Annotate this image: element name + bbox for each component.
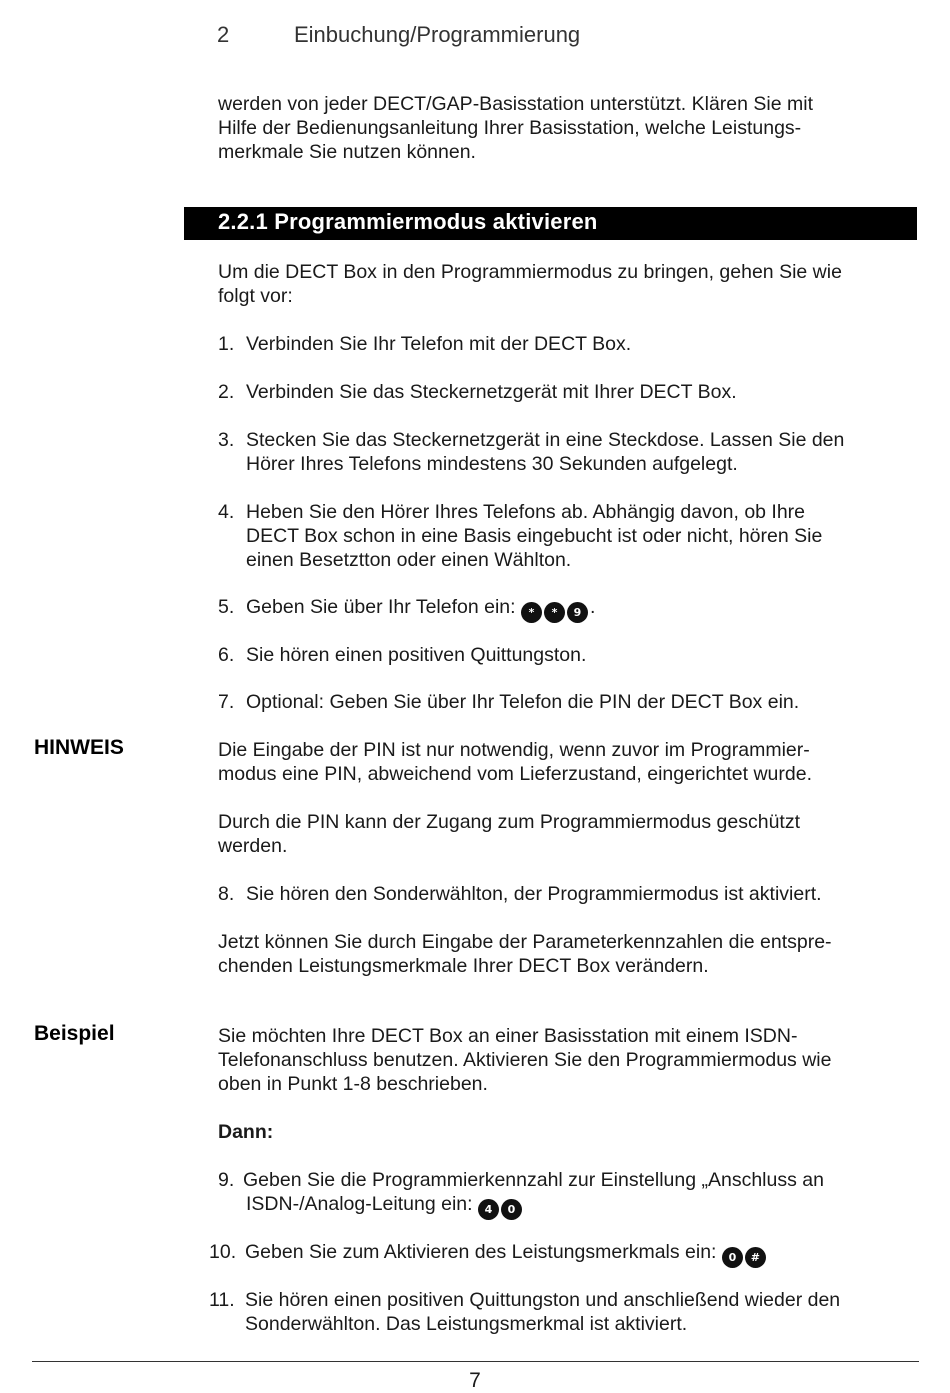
hinweis-label: HINWEIS xyxy=(34,736,124,759)
zero-key-icon: 0 xyxy=(722,1247,743,1268)
step-number: 5. xyxy=(218,596,235,618)
step-text: Geben Sie die Programmierkennzahl zur Einstellung „Anschluss an xyxy=(243,1169,824,1191)
beispiel-line: Telefonanschluss benutzen. Aktivieren Sie den Programmiermodus wie xyxy=(218,1049,832,1071)
dann-label: Dann: xyxy=(218,1121,274,1143)
beispiel-label: Beispiel xyxy=(34,1022,115,1045)
step-number: 1. xyxy=(218,333,235,355)
beispiel-paragraph xyxy=(218,1024,832,1096)
page-number: 7 xyxy=(469,1369,481,1392)
step-line: Sie hören einen positiven Quittungston und anschließend wieder den xyxy=(245,1289,841,1311)
after-line: Jetzt können Sie durch Eingabe der Parameterkennzahlen die entspre- xyxy=(218,931,832,953)
step-text xyxy=(246,428,844,476)
intro-line: werden von jeder DECT/GAP-Basisstation unterstützt. Klären Sie mit xyxy=(218,93,813,115)
hash-key-icon: # xyxy=(745,1247,766,1268)
after-paragraph xyxy=(218,930,832,978)
zero-key-icon: 0 xyxy=(501,1199,522,1220)
step-text xyxy=(245,1240,768,1268)
step-line: Sonderwählton. Das Leistungsmerkmal ist aktiviert. xyxy=(245,1313,688,1335)
nine-key-icon: 9 xyxy=(567,602,588,623)
step-text xyxy=(246,595,595,623)
section-title: 2.2.1 Programmiermodus aktivieren xyxy=(218,209,598,234)
step-text-part: ISDN-/Analog-Leitung ein: xyxy=(246,1193,473,1215)
step-number: 3. xyxy=(218,429,235,451)
step-text: Optional: Geben Sie über Ihr Telefon die PIN der DECT Box ein. xyxy=(246,691,800,713)
footer-rule xyxy=(32,1361,919,1362)
intro-line: Hilfe der Bedienungsanleitung Ihrer Basisstation, welche Leistungs- xyxy=(218,117,802,139)
step-number: 10. xyxy=(209,1241,237,1263)
chapter-number: 2 xyxy=(217,22,230,47)
step-text xyxy=(246,500,822,572)
step-line: Stecken Sie das Steckernetzgerät in eine Steckdose. Lassen Sie den xyxy=(246,429,845,451)
step-text: Sie hören den Sonderwählton, der Programmiermodus ist aktiviert. xyxy=(246,883,822,905)
step-text: Verbinden Sie Ihr Telefon mit der DECT Box. xyxy=(246,333,632,355)
four-key-icon: 4 xyxy=(478,1199,499,1220)
star-key-icon: * xyxy=(544,602,565,623)
step-line: Hörer Ihres Telefons mindestens 30 Sekunden aufgelegt. xyxy=(246,453,738,475)
hinweis-paragraph xyxy=(218,738,812,786)
hinweis-line: Die Eingabe der PIN ist nur notwendig, wenn zuvor im Programmier- xyxy=(218,739,810,761)
star-key-icon: * xyxy=(521,602,542,623)
step-number: 2. xyxy=(218,381,235,403)
step-text-part: Geben Sie zum Aktivieren des Leistungsmerkmals ein: xyxy=(245,1241,717,1263)
step-number: 11. xyxy=(209,1289,235,1311)
step-text xyxy=(245,1288,840,1336)
beispiel-line: Sie möchten Ihre DECT Box an einer Basisstation mit einem ISDN- xyxy=(218,1025,798,1047)
hinweis-line: modus eine PIN, abweichend vom Lieferzustand, eingerichtet wurde. xyxy=(218,763,812,785)
step-number: 9. xyxy=(218,1169,235,1191)
step-line: einen Besetztton oder einen Wählton. xyxy=(246,549,572,571)
step-text: Sie hören einen positiven Quittungston. xyxy=(246,644,587,666)
beispiel-line: oben in Punkt 1-8 beschrieben. xyxy=(218,1073,488,1095)
step-text: Verbinden Sie das Steckernetzgerät mit Ihrer DECT Box. xyxy=(246,381,737,403)
step-suffix: . xyxy=(590,596,596,618)
step-text xyxy=(246,1192,524,1220)
step-number: 6. xyxy=(218,644,235,666)
intro-paragraph xyxy=(218,92,813,164)
step-number: 7. xyxy=(218,691,235,713)
step-number: 4. xyxy=(218,501,235,523)
hinweis-paragraph xyxy=(218,810,800,858)
lead-line: Um die DECT Box in den Programmiermodus zu bringen, gehen Sie wie xyxy=(218,261,842,283)
chapter-title: Einbuchung/Programmierung xyxy=(294,22,581,47)
step-text-part: Geben Sie über Ihr Telefon ein: xyxy=(246,596,516,618)
step-line: Heben Sie den Hörer Ihres Telefons ab. Abhängig davon, ob Ihre xyxy=(246,501,806,523)
hinweis-line: Durch die PIN kann der Zugang zum Programmiermodus geschützt xyxy=(218,811,801,833)
step-line: DECT Box schon in eine Basis eingebucht ist oder nicht, hören Sie xyxy=(246,525,823,547)
intro-line: merkmale Sie nutzen können. xyxy=(218,141,476,163)
section-lead xyxy=(218,260,842,308)
lead-line: folgt vor: xyxy=(218,285,293,307)
after-line: chenden Leistungsmerkmale Ihrer DECT Box verändern. xyxy=(218,955,709,977)
step-number: 8. xyxy=(218,883,235,905)
hinweis-line: werden. xyxy=(218,835,288,857)
